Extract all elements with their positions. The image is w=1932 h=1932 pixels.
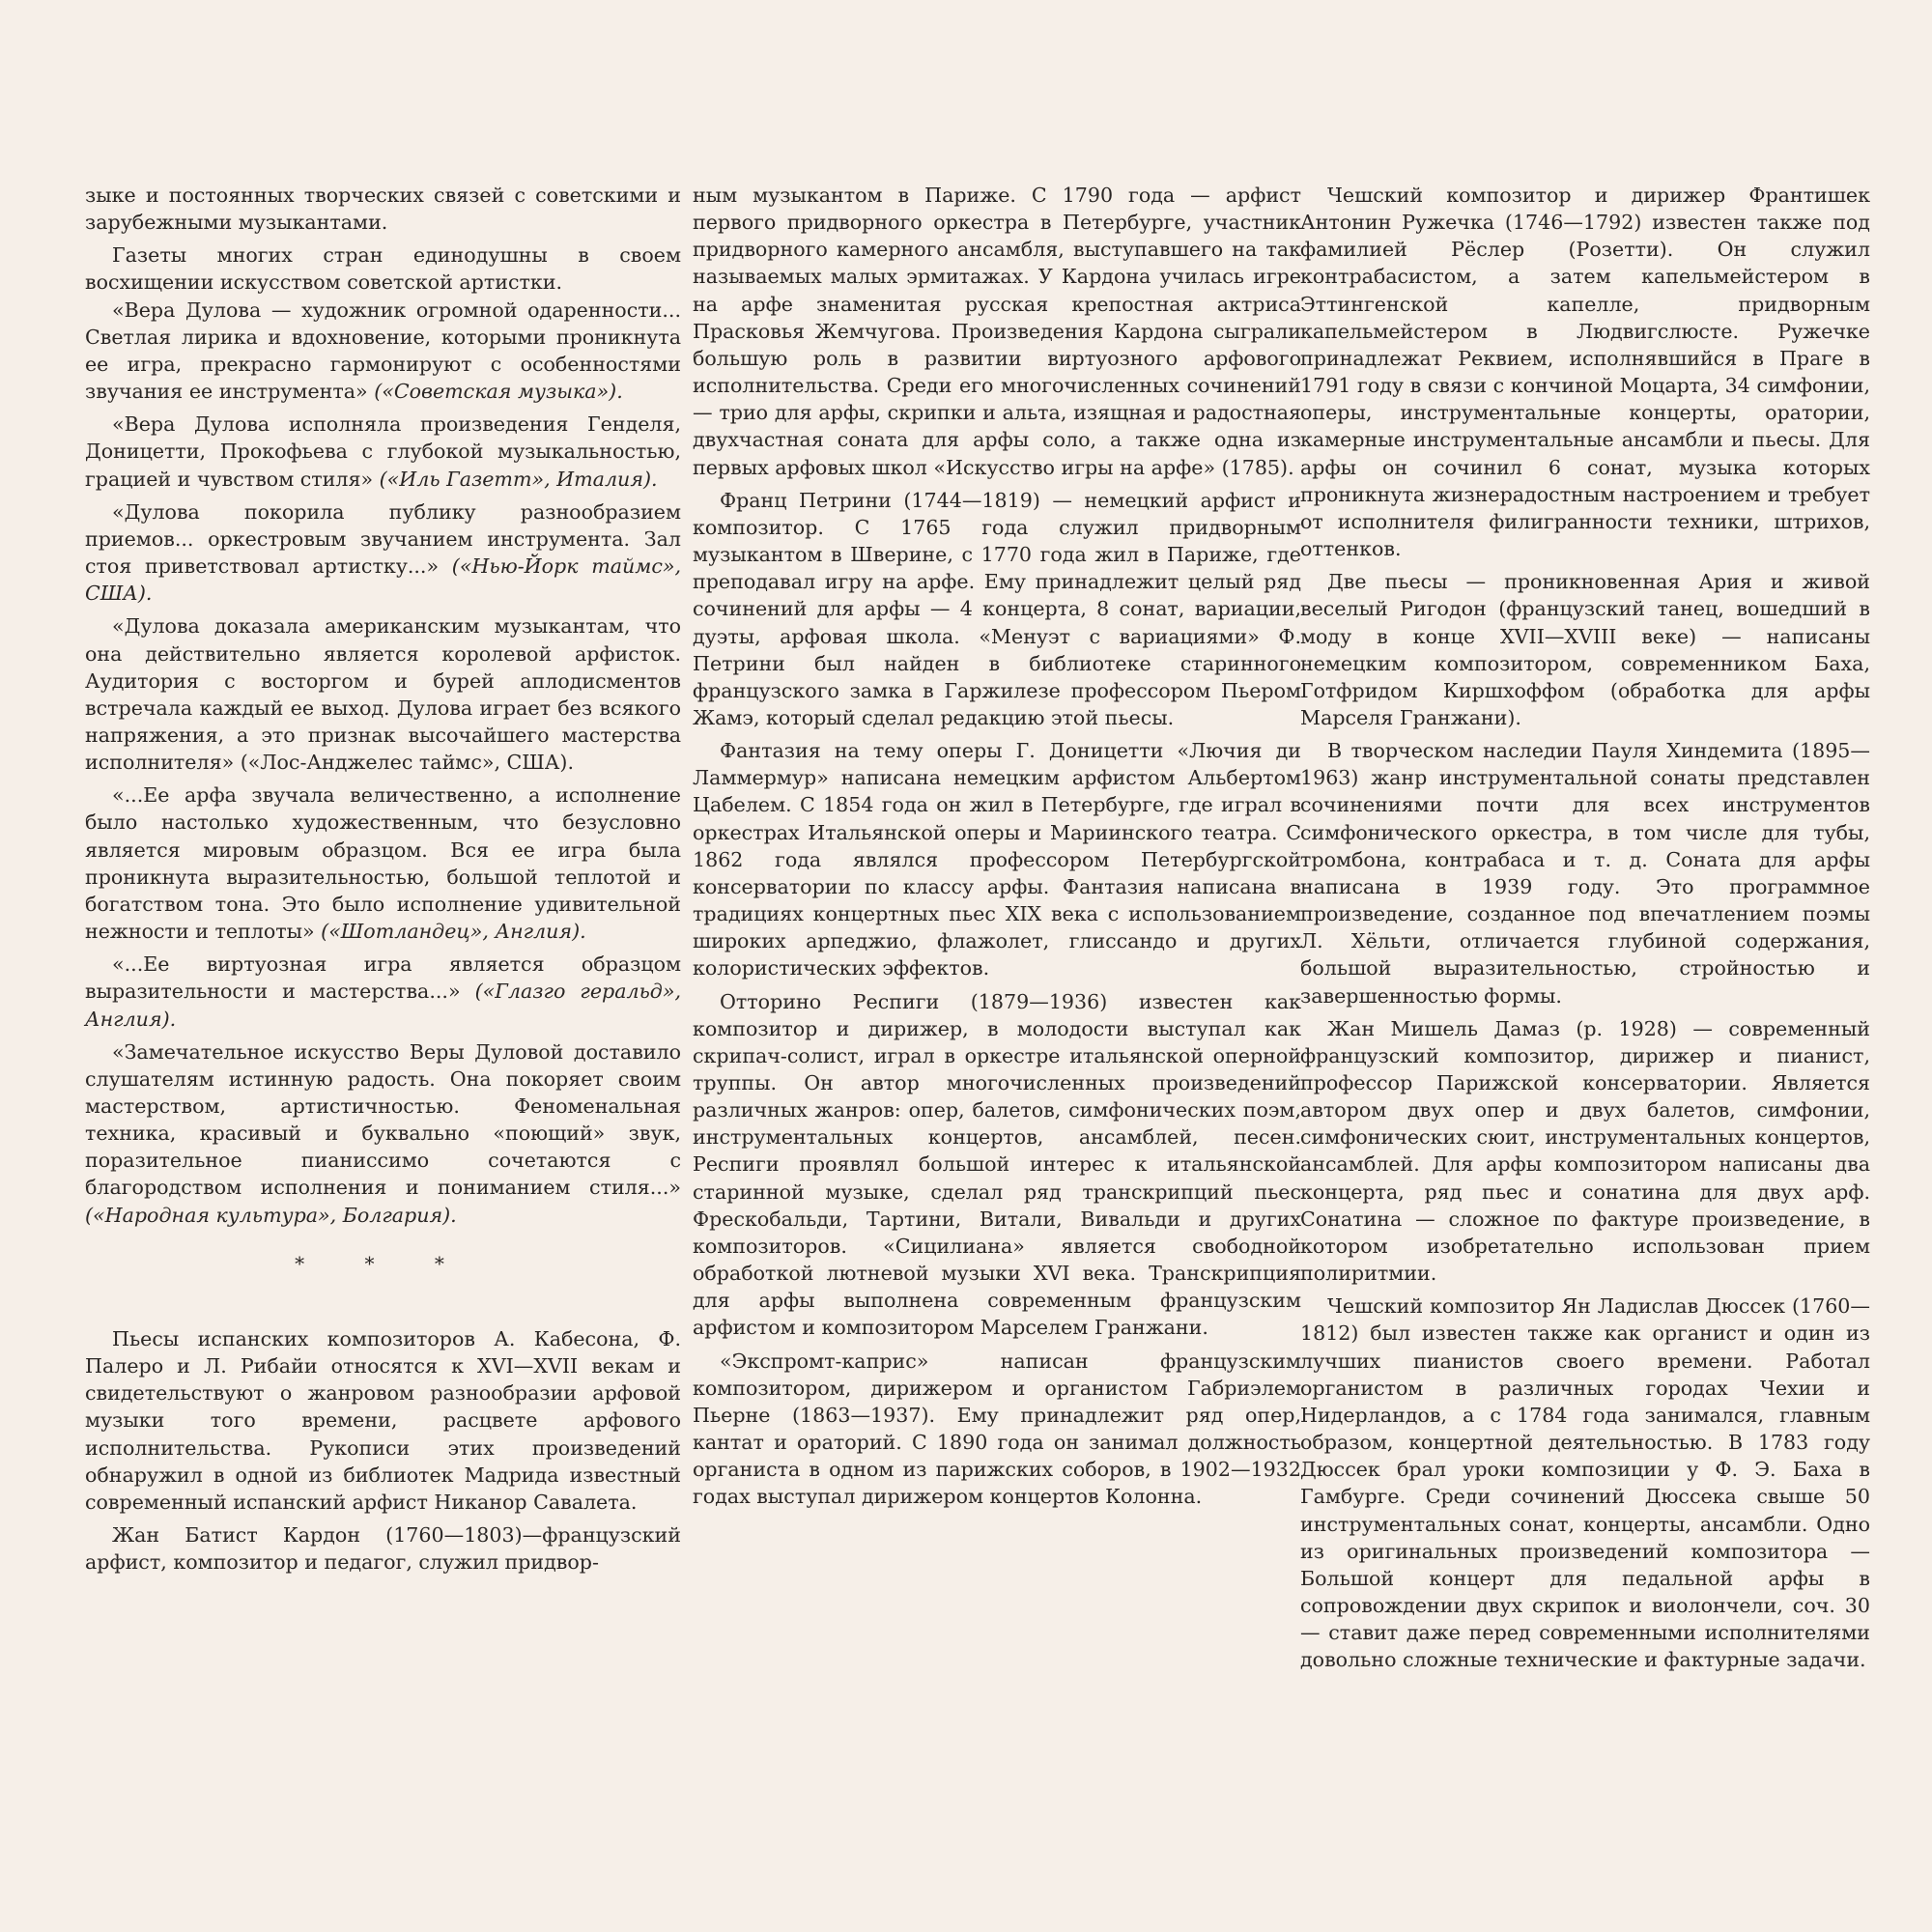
section-separator: * * * xyxy=(295,1251,471,1275)
press-quote: «...Ее виртуозная игра является образцом выразительности и мастерства...» («Глазго геральд», Англия). xyxy=(85,952,681,1031)
press-quote: «Дулова доказала американским музыкантам, что она действительно является королевой арфисток. Аудитория с восторгом и бурей аплодисментов встречала каждый ее выход. Дулова играет без всякого напряжения, а это признак высочайшего мастерства исполнителя» («Лос-Анджелес таймс», США). xyxy=(85,614,681,775)
text-column-3 xyxy=(1300,182,1870,1673)
press-quote: «Дулова покорила публику разнообразием приемов... оркестровым звучанием инструмента. Зал стоя приветствовал артистку...» («Нью-Йорк таймс», США). xyxy=(85,499,682,606)
paragraph: В творческом наследии Пауля Хиндемита (1895—1963) жанр инструментальной сонаты представлен сочинениями почти для всех инструментов симфонического оркестра, в том числе для тубы, тромбона, контрабаса и т. д. Соната для арфы написана в 1939 году. Это программное произведение, созданное под впечатлением поэмы Л. Хёльти, отличается глубиной содержания, большой выразительностью, стройностью и завершенностью формы. xyxy=(1300,739,1870,1008)
paragraph: Чешский композитор и дирижер Франтишек Антонин Ружечка (1746—1792) известен также под фамилией Рёслер (Розетти). Он служил контрабасистом, а затем капельмейстером в Эттингенской капелле, придворным капельмейстером в Людвигслюсте. Ружечке принадлежат Реквием, исполнявшийся в Праге в 1791 году в связи с кончиной Моцарта, 34 симфонии, оперы, инструментальные концерты, оратории, камерные инструментальные ансамбли и пьесы. Для арфы он сочинил 6 сонат, музыка которых проникнута жизнерадостным настроением и требует от исполнителя филигранности техники, штрихов, оттенков. xyxy=(1300,184,1870,561)
quote-source: («Народная культура», Болгария). xyxy=(85,1203,457,1227)
press-quote: «Вера Дулова — художник огромной одаренности... Светлая лирика и вдохновение, которыми проникнута ее игра, прекрасно гармонируют с особенностями звучания ее инструмента» («Советская музыка»). xyxy=(85,298,681,404)
quote-source: («Нью-Йорк таймс», США). xyxy=(85,554,682,606)
paragraph: «Экспромт-каприс» написан французским композитором, дирижером и органистом Габриэлем Пьерне (1863—1937). Ему принадлежит ряд опер, кантат и ораторий. С 1890 года он занимал должность органиста в одном из парижских соборов, в 1902—1932 годах выступал дирижером концертов Колонна. xyxy=(693,1349,1301,1509)
paragraph: Франц Петрини (1744—1819) — немецкий арфист и композитор. С 1765 года служил придворным музыкантом в Шверине, с 1770 года жил в Париже, где преподавал игру на арфе. Ему принадлежит целый ряд сочинений для арфы — 4 концерта, 8 сонат, вариации, дуэты, арфовая школа. «Менуэт с вариациями» Ф. Петрини был найден в библиотеке старинного французского замка в Гаржилезе профессором Пьером Жамэ, который сделал редакцию этой пьесы. xyxy=(693,488,1301,729)
quote-source: («Шотландец», Англия). xyxy=(321,920,586,944)
paragraph: Отторино Респиги (1879—1936) известен как композитор и дирижер, в молодости выступал как скрипач-солист, играл в оркестре итальянской оперной труппы. Он автор многочисленных произведений различных жанров: опер, балетов, симфонических поэм, инструментальных концертов, ансамблей, песен. Респиги проявлял большой интерес к итальянской старинной музыке, сделал ряд транскрипций пьес Фрескобальди, Тартини, Витали, Вивальди и других композиторов. «Сицилиана» является свободной обработкой лютневой музыки XVI века. Транскрипция для арфы выполнена современным французским арфистом и композитором Марселем Гранжани. xyxy=(693,989,1301,1340)
paragraph: Две пьесы — проникновенная Ария и живой веселый Ригодон (французский танец, вошедший в моду в конце XVII—XVIII веке) — написаны немецким композитором, современником Баха, Готфридом Киршхоффом (обработка для арфы Марселя Гранжани). xyxy=(1300,570,1870,729)
paragraph: Фантазия на тему оперы Г. Доницетти «Лючия ди Ламмермур» написана немецким арфистом Альбертом Цабелем. С 1854 года он жил в Петербурге, где играл в оркестрах Итальянской оперы и Мариинского театра. С 1862 года являлся профессором Петербургской консерватории по классу арфы. Фантазия написана в традициях концертных пьес XIX века с использованием широких арпеджио, флажолет, глиссандо и других колористических эффектов. xyxy=(693,739,1301,980)
text-column-2 xyxy=(693,182,1301,1511)
paragraph: ным музыкантом в Париже. С 1790 года — арфист первого придворного оркестра в Петербурге, участник придворного камерного ансамбля, выступавшего на так называемых малых эрмитажах. У Кардона училась игре на арфе знаменитая русская крепостная актриса Прасковья Жемчугова. Произведения Кардона сыграли большую роль в развитии виртуозного арфового исполнительства. Среди его многочисленных сочинений — трио для арфы, скрипки и альта, изящная и радостная двухчастная соната для арфы соло, а также одна из первых арфовых школ «Искусство игры на арфе» (1785). xyxy=(693,184,1301,479)
paragraph: Газеты многих стран единодушны в своем восхищении искусством советской артистки. xyxy=(85,243,681,295)
press-quote: «Замечательное искусство Веры Дуловой доставило слушателям истинную радость. Она покоряет своим мастерством, артистичностью. Феноменальная техника, красивый и буквально «поющий» звук, поразительное пианиссимо сочетаются с благородством исполнения и пониманием стиля...» («Народная культура», Болгария). xyxy=(85,1039,681,1227)
paragraph: зыке и постоянных творческих связей с советскими и зарубежными музыкантами. xyxy=(85,184,681,235)
quote-source: («Иль Газетт», Италия). xyxy=(379,467,658,491)
press-quote: «...Ее арфа звучала величественно, а исполнение было настолько художественным, что безусловно является мировым образцом. Вся ее игра была проникнута выразительностью, большой теплотой и богатством тона. Это было исполнение удивительной нежности и теплоты» («Шотландец», Англия). xyxy=(85,783,681,944)
quote-source: («Советская музыка»). xyxy=(374,380,623,404)
quote-source: («Глазго геральд», Англия). xyxy=(85,980,681,1031)
press-quote: «Вера Дулова исполняла произведения Генделя, Доницетти, Прокофьева с глубокой музыкальностью, грацией и чувством стиля» («Иль Газетт», Италия). xyxy=(85,412,681,491)
paragraph: Жан Батист Кардон (1760—1803)—французский арфист, композитор и педагог, служил придвор- xyxy=(85,1523,681,1575)
paragraph: Пьесы испанских композиторов А. Кабесона, Ф. Палеро и Л. Рибайи относятся к XVI—XVII векам и свидетельствуют о жанровом разнообразии арфовой музыки того времени, расцвете арфового исполнительства. Рукописи этих произведений обнаружил в одной из библиотек Мадрида известный современный испанский арфист Никанор Савалета. xyxy=(85,1326,681,1514)
text-column-1 xyxy=(85,182,681,1576)
paragraph: Жан Мишель Дамаз (р. 1928) — современный французский композитор, дирижер и пианист, профессор Парижской консерватории. Является автором двух опер и двух балетов, симфонии, симфонических сюит, инструментальных концертов, ансамблей. Для арфы композитором написаны два концерта, ряд пьес и сонатина для двух арф. Сонатина — сложное по фактуре произведение, в котором изобретательно использован прием полиритмии. xyxy=(1300,1016,1870,1286)
paragraph: Чешский композитор Ян Ладислав Дюссек (1760—1812) был известен также как органист и один из лучших пианистов своего времени. Работал органистом в различных городах Чехии и Нидерландов, а с 1784 года занимался, главным образом, концертной деятельностью. В 1783 году Дюссек брал уроки композиции у Ф. Э. Баха в Гамбурге. Среди сочинений Дюссека свыше 50 инструментальных сонат, концерты, ансамбли. Одно из оригинальных произведений композитора — Большой концерт для педальной арфы в сопровождении двух скрипок и виолончели, соч. 30 — ставит даже перед современными исполнителями довольно сложные технические и фактурные задачи. xyxy=(1300,1294,1870,1672)
